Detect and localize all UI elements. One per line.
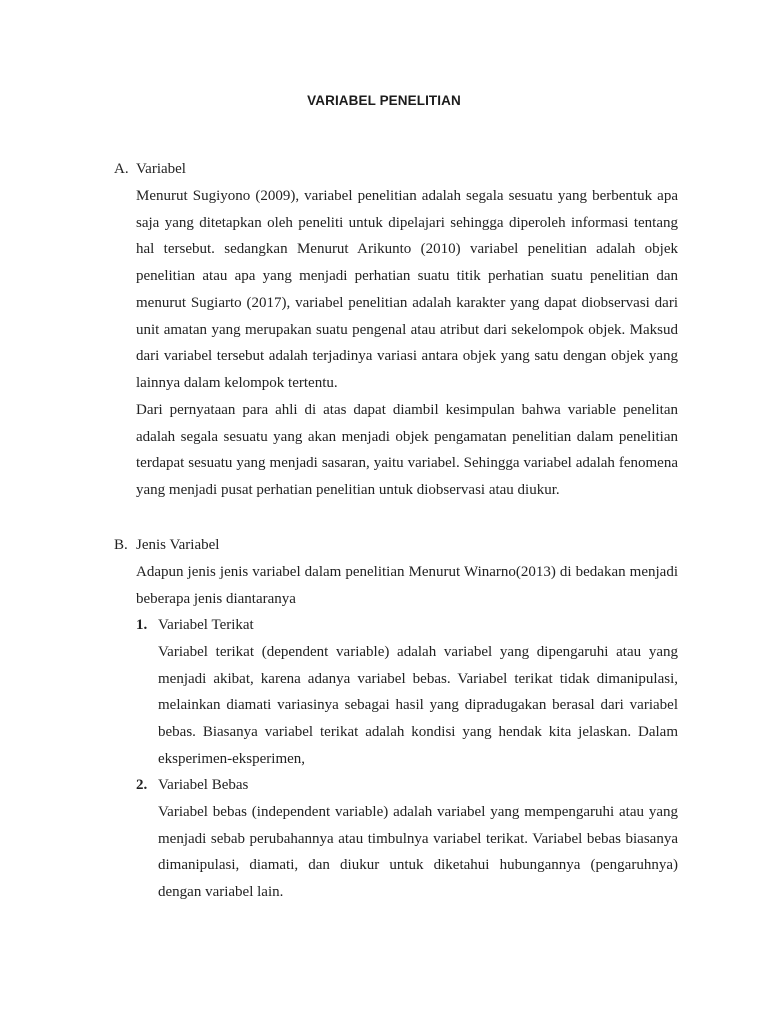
list-item-heading: Variabel Terikat [158, 617, 254, 633]
section-b-heading: Jenis Variabel [136, 537, 220, 553]
section-a-heading: Variabel [136, 161, 186, 177]
section-a-letter: A. [114, 161, 129, 177]
section-b-intro: Adapun jenis jenis variabel dalam penelitian Menurut Winarno(2013) di bedakan menjadi beberapa jenis diantaranya [136, 564, 678, 607]
list-item-text: Variabel bebas (independent variable) adalah variabel yang mempengaruhi atau yang menjadi sebab perubahannya atau timbulnya variabel terikat. Variabel bebas biasanya dimanipulasi, diamati, dan diukur untuk diketahui hubungannya (pengaruhnya) dengan variabel lain. [158, 804, 678, 901]
document-title: VARIABEL PENELITIAN [307, 93, 461, 108]
list-item-text: Variabel terikat (dependent variable) adalah variabel yang dipengaruhi atau yang menjadi akibat, karena adanya variabel bebas. Variabel terikat tidak dimanipulasi, melainkan diamati variasinya sebagai hasil yang dipradugakan berasal dari variabel bebas. Biasanya variabel terikat adalah kondisi yang hendak kita jelaskan. Dalam eksperimen-eksperimen, [158, 644, 678, 767]
list-item-heading: Variabel Bebas [158, 777, 249, 793]
section-b-letter: B. [114, 537, 128, 553]
list-item-number: 1. [136, 617, 148, 633]
list-item-number: 2. [136, 777, 148, 793]
section-a-paragraph-2: Dari pernyataan para ahli di atas dapat diambil kesimpulan bahwa variable penelitan adalah segala sesuatu yang akan menjadi objek pengamatan penelitian dalam penelitian terdapat sesuatu yang menjadi sasaran, yaitu variabel. Sehingga variabel adalah fenomena yang menjadi pusat perhatian penelitian untuk diobservasi atau diukur. [136, 402, 678, 499]
section-a-paragraph-1: Menurut Sugiyono (2009), variabel penelitian adalah segala sesuatu yang berbentuk apa saja yang ditetapkan oleh peneliti untuk dipelajari sehingga diperoleh informasi tentang hal tersebut. sedangkan Menurut Arikunto (2010) variabel penelitian adalah objek penelitian atau apa yang menjadi perhatian suatu titik perhatian suatu penelitian dan menurut Sugiarto (2017), variabel penelitian adalah karakter yang dapat diobservasi dari unit amatan yang merupakan suatu pengenal atau atribut dari sekelompok objek. Maksud dari variabel tersebut adalah terjadinya variasi antara objek yang satu dengan objek yang lainnya dalam kelompok tertentu. [136, 188, 678, 391]
